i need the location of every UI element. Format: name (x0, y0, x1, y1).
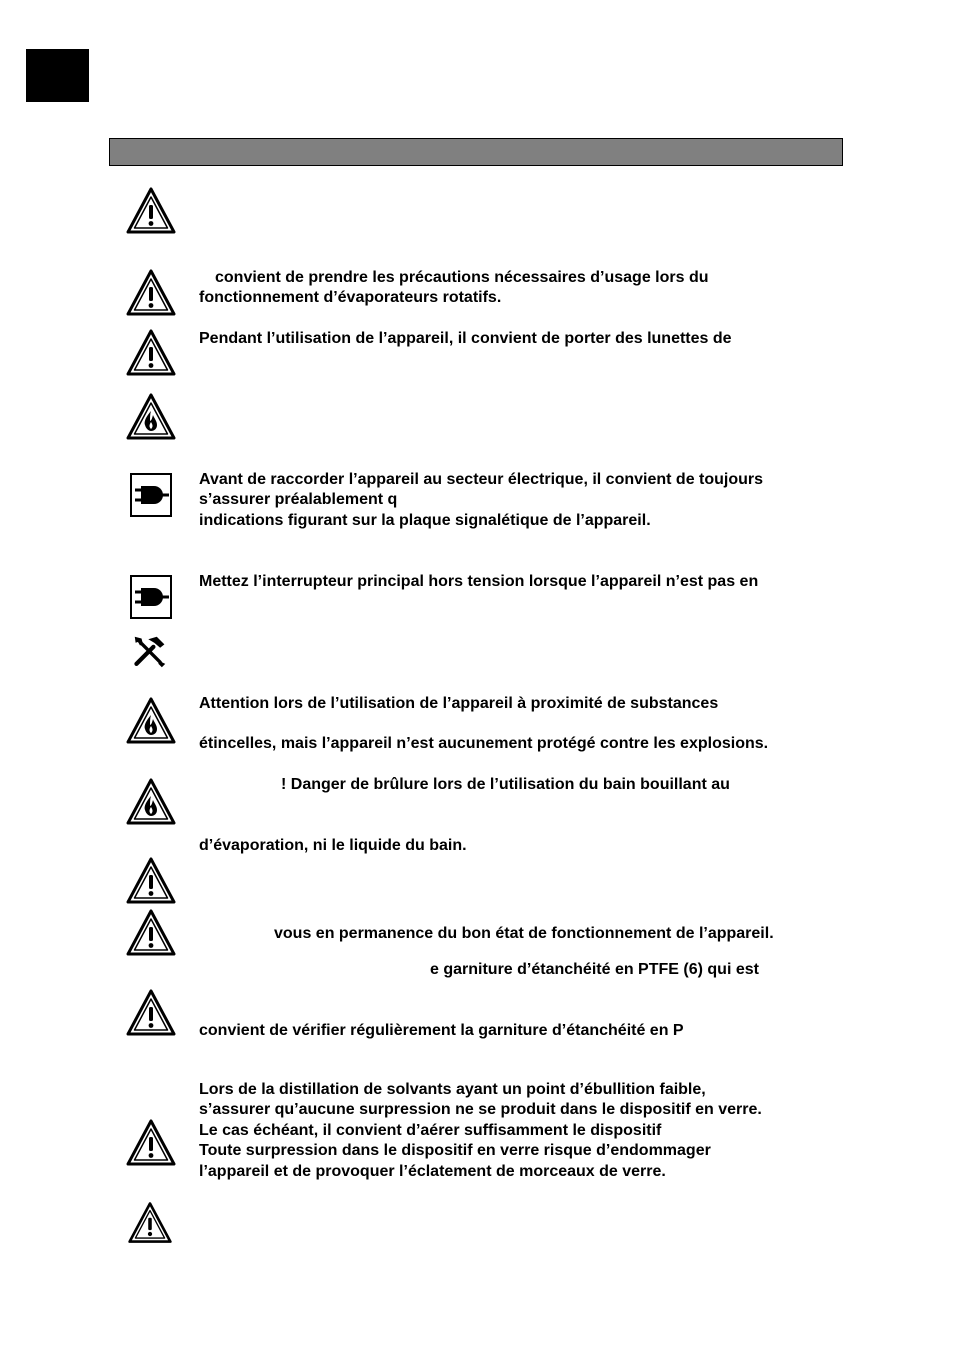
warning-triangle-icon (125, 907, 177, 959)
flammable-icon (125, 391, 177, 443)
flammable-icon (125, 776, 177, 828)
page-tab-block (26, 49, 89, 102)
safety-paragraph: ! Danger de brûlure lors de l’utilisation du bain bouillant au (281, 776, 730, 793)
safety-paragraph: e garniture d’étanchéité en PTFE (6) qui est (430, 961, 759, 978)
safety-paragraph: fonctionnement d’évaporateurs rotatifs. (199, 289, 502, 306)
warning-triangle-icon (125, 185, 177, 237)
safety-paragraph: d’évaporation, ni le liquide du bain. (199, 837, 467, 854)
safety-paragraph: convient de prendre les précautions nécessaires d’usage lors du (215, 269, 709, 286)
section-header-bar (109, 138, 843, 166)
flammable-icon (125, 695, 177, 747)
safety-paragraph: convient de vérifier régulièrement la garniture d’étanchéité en P (199, 1022, 684, 1039)
mains-plug-icon (125, 571, 177, 623)
warning-triangle-icon (125, 987, 177, 1039)
warning-triangle-icon (125, 1117, 177, 1169)
tools-icon (128, 630, 172, 674)
safety-paragraph: vous en permanence du bon état de fonctionnement de l’appareil. (274, 925, 774, 942)
safety-paragraph: Lors de la distillation de solvants ayant un point d’ébullition faible, s’assurer qu’aucune surpression ne se produit dans le dispositif en verre. Le cas échéant, il convient d’aérer suffisamment le dispositif Toute surpression dans le dispositif en verre risque d’endommager l’appareil et de provoquer l’éclatement de morceaux de verre. (199, 1081, 762, 1180)
warning-triangle-icon (125, 327, 177, 379)
mains-plug-icon (125, 469, 177, 521)
safety-paragraph: Avant de raccorder l’appareil au secteur électrique, il convient de toujours s’assurer préalablement q indications figurant sur la plaque signalétique de l’appareil. (199, 471, 764, 529)
safety-paragraph: Attention lors de l’utilisation de l’appareil à proximité de substances (199, 695, 719, 712)
safety-paragraph: étincelles, mais l’appareil n’est aucunement protégé contre les explosions. (199, 735, 769, 752)
warning-triangle-icon (125, 855, 177, 907)
safety-paragraph: Pendant l’utilisation de l’appareil, il convient de porter des lunettes de (199, 330, 732, 347)
warning-triangle-icon (127, 1200, 173, 1246)
safety-paragraph: Mettez l’interrupteur principal hors tension lorsque l’appareil n’est pas en (199, 573, 759, 590)
warning-triangle-icon (125, 267, 177, 319)
